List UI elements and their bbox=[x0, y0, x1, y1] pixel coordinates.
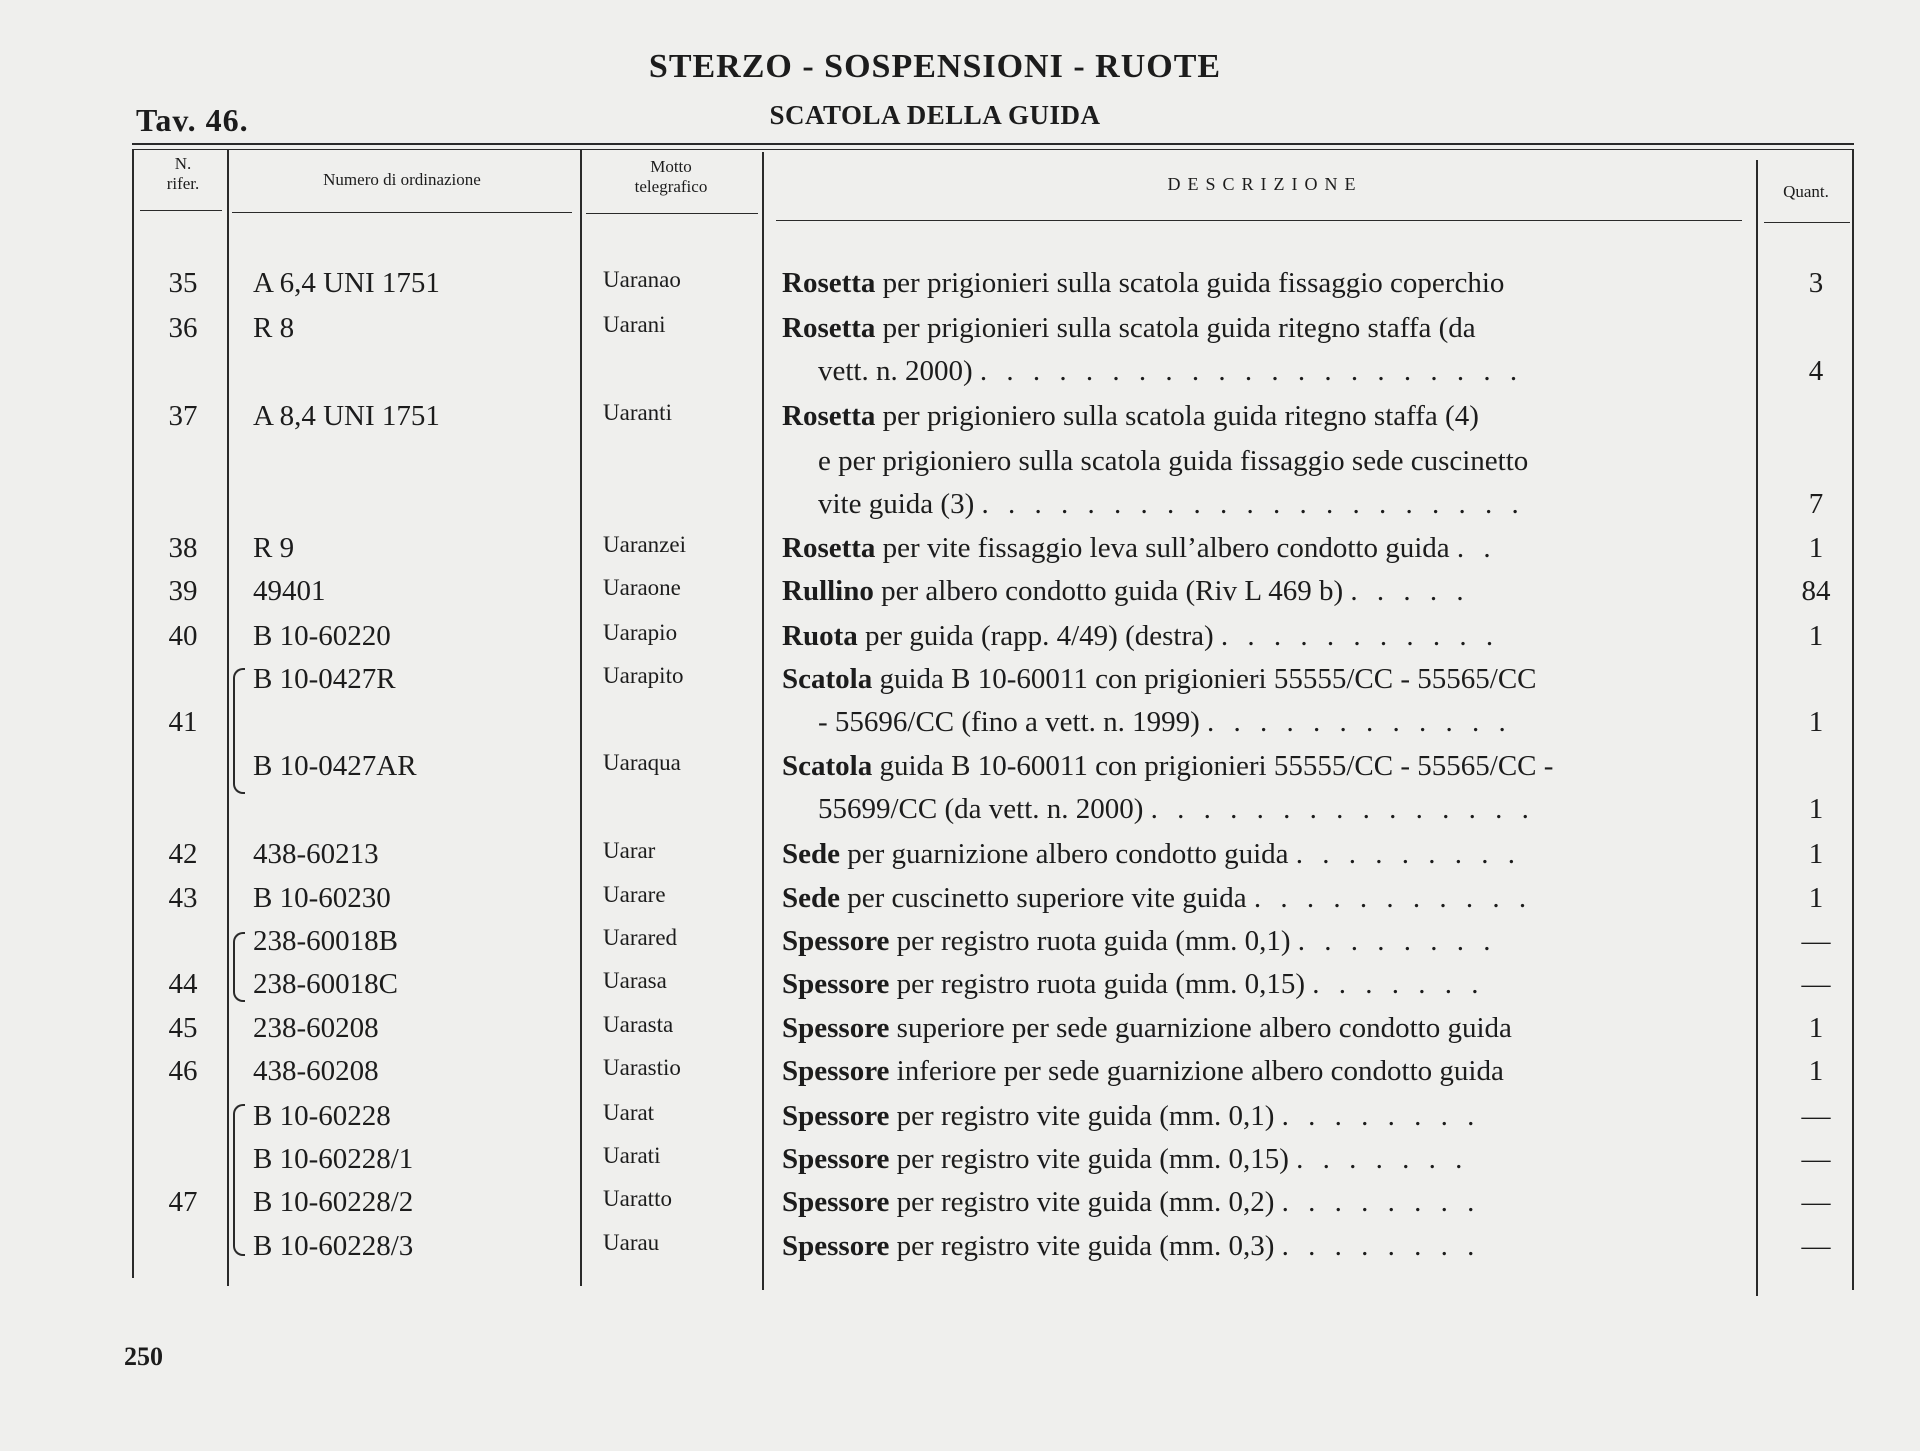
description bbox=[782, 1012, 1742, 1045]
order-number: A 6,4 UNI 1751 bbox=[253, 267, 440, 299]
telegraphic-code: Uarapio bbox=[603, 620, 678, 645]
order-number: 238-60018C bbox=[253, 968, 398, 1000]
order-number: B 10-60228/1 bbox=[253, 1143, 414, 1175]
description-text: vite guida (3) bbox=[818, 488, 975, 520]
table-number: Tav. 46. bbox=[136, 102, 249, 138]
description-text: per vite fissaggio leva sull’albero condotto guida bbox=[875, 532, 1450, 564]
leader-dots: . . . . . . . . . . . . . . . bbox=[1150, 793, 1535, 825]
part-name: Rosetta bbox=[782, 267, 876, 299]
part-name: Scatola bbox=[782, 750, 873, 782]
description bbox=[782, 532, 1742, 565]
part-name: Spessore bbox=[782, 1100, 890, 1132]
leader-dots: . . . . . bbox=[1350, 575, 1470, 607]
header-rule-ref bbox=[140, 210, 222, 211]
quantity: 4 bbox=[1808, 355, 1824, 387]
leader-dots: . . . . . . . . . . . bbox=[1220, 620, 1500, 652]
part-name: Rosetta bbox=[782, 400, 876, 432]
quantity: 1 bbox=[1808, 532, 1824, 564]
telegraphic-code: Uarati bbox=[603, 1143, 661, 1168]
quantity: 1 bbox=[1808, 706, 1824, 738]
quantity: — bbox=[1801, 1100, 1831, 1132]
order-number: A 8,4 UNI 1751 bbox=[253, 400, 440, 432]
order-number: B 10-0427R bbox=[253, 663, 396, 695]
description bbox=[818, 706, 1778, 739]
ref-number: 38 bbox=[168, 532, 198, 564]
telegraphic-code: Uarasa bbox=[603, 968, 667, 993]
telegraphic-code: Uaraqua bbox=[603, 750, 681, 775]
part-name: Scatola bbox=[782, 663, 873, 695]
telegraphic-code: Uarapito bbox=[603, 663, 684, 688]
part-name: Spessore bbox=[782, 968, 890, 1000]
leader-dots: . . . . . . . . . bbox=[1295, 838, 1522, 870]
leader-dots: . . . . . . . . . . . . bbox=[1207, 706, 1512, 738]
header-rule-qty bbox=[1764, 222, 1850, 223]
order-number: R 9 bbox=[253, 532, 295, 564]
description bbox=[782, 1055, 1742, 1088]
description-text: guida B 10-60011 con prigionieri 55555/CC - 55565/CC bbox=[872, 663, 1537, 695]
quantity: — bbox=[1801, 968, 1831, 1000]
part-name: Spessore bbox=[782, 1012, 890, 1044]
ref-number: 45 bbox=[168, 1012, 198, 1044]
description bbox=[782, 663, 1742, 696]
order-number: B 10-60230 bbox=[253, 882, 391, 914]
part-name: Spessore bbox=[782, 1230, 890, 1262]
telegraphic-code: Uarat bbox=[603, 1100, 655, 1125]
telegraphic-code: Uaratto bbox=[603, 1186, 672, 1211]
quantity: 1 bbox=[1808, 1055, 1824, 1087]
col-header-motto: Motto telegrafico bbox=[634, 157, 708, 196]
ref-number: 37 bbox=[168, 400, 198, 432]
quantity: 1 bbox=[1808, 838, 1824, 870]
ref-number: 43 bbox=[168, 882, 198, 914]
leader-dots: . . . . . . . . . . . bbox=[1253, 882, 1533, 914]
col-header-quantity: Quant. bbox=[1783, 182, 1829, 201]
telegraphic-code: Uarani bbox=[603, 312, 666, 337]
part-name: Spessore bbox=[782, 1186, 890, 1218]
telegraphic-code: Uaranao bbox=[603, 267, 681, 292]
description-text: inferiore per sede guarnizione albero condotto guida bbox=[889, 1055, 1504, 1087]
quantity: 1 bbox=[1808, 882, 1824, 914]
order-number: 438-60208 bbox=[253, 1055, 379, 1087]
description-text: per cuscinetto superiore vite guida bbox=[840, 882, 1247, 914]
description-text: vett. n. 2000) bbox=[818, 355, 973, 387]
description bbox=[782, 312, 1742, 345]
description bbox=[782, 1230, 1742, 1263]
description-text: per guarnizione albero condotto guida bbox=[840, 838, 1289, 870]
leader-dots: . . . . . . . . . . . . . . . . . . . . . bbox=[981, 488, 1525, 520]
part-name: Ruota bbox=[782, 620, 858, 652]
order-number: 238-60208 bbox=[253, 1012, 379, 1044]
order-number: B 10-60220 bbox=[253, 620, 391, 652]
brace-41 bbox=[233, 668, 245, 794]
top-rule-inner bbox=[132, 149, 1854, 150]
description bbox=[782, 750, 1742, 783]
description bbox=[782, 620, 1742, 653]
part-name: Rosetta bbox=[782, 312, 876, 344]
order-number: 438-60213 bbox=[253, 838, 379, 870]
description-text: per registro vite guida (mm. 0,1) bbox=[889, 1100, 1275, 1132]
order-number: B 10-60228/3 bbox=[253, 1230, 414, 1262]
description bbox=[818, 355, 1778, 388]
quantity: 3 bbox=[1808, 267, 1824, 299]
order-number: 49401 bbox=[253, 575, 326, 607]
top-rule bbox=[132, 143, 1854, 145]
description-text: per registro vite guida (mm. 0,2) bbox=[889, 1186, 1275, 1218]
description-text: 55699/CC (da vett. n. 2000) bbox=[818, 793, 1144, 825]
description-text: per registro ruota guida (mm. 0,1) bbox=[889, 925, 1291, 957]
quantity: — bbox=[1801, 925, 1831, 957]
leader-dots: . . . . . . . . bbox=[1281, 1186, 1481, 1218]
leader-dots: . . . . . . . . . . . . . . . . . . . . . bbox=[979, 355, 1524, 387]
telegraphic-code: Uarau bbox=[603, 1230, 660, 1255]
quantity: — bbox=[1801, 1143, 1831, 1175]
description bbox=[782, 575, 1742, 608]
quantity: — bbox=[1801, 1230, 1831, 1262]
order-number: B 10-60228/2 bbox=[253, 1186, 414, 1218]
header-rule-motto bbox=[586, 213, 758, 214]
description bbox=[782, 882, 1742, 915]
order-number: R 8 bbox=[253, 312, 295, 344]
leader-dots: . . . . . . . . bbox=[1281, 1230, 1481, 1262]
ref-number: 46 bbox=[168, 1055, 198, 1087]
col-line-order bbox=[580, 150, 582, 1286]
quantity: 84 bbox=[1801, 575, 1831, 607]
description-text: e per prigioniero sulla scatola guida fissaggio sede cuscinetto bbox=[818, 445, 1529, 477]
quantity: 1 bbox=[1808, 620, 1824, 652]
header-rule-desc bbox=[776, 220, 1742, 221]
page-number: 250 bbox=[124, 1342, 163, 1371]
description-text: per prigionieri sulla scatola guida fissaggio coperchio bbox=[875, 267, 1505, 299]
description-text: per prigioniero sulla scatola guida ritegno staffa (4) bbox=[875, 400, 1479, 432]
description bbox=[782, 1186, 1742, 1219]
page-subtitle: SCATOLA DELLA GUIDA bbox=[769, 100, 1101, 130]
description bbox=[818, 445, 1778, 478]
description-text: per prigionieri sulla scatola guida ritegno staffa (da bbox=[875, 312, 1476, 344]
telegraphic-code: Uarasta bbox=[603, 1012, 674, 1037]
quantity: 1 bbox=[1808, 1012, 1824, 1044]
part-name: Sede bbox=[782, 838, 840, 870]
col-header-description: DESCRIZIONE bbox=[1167, 174, 1363, 194]
quantity: 7 bbox=[1808, 488, 1824, 520]
ref-number: 39 bbox=[168, 575, 198, 607]
leader-dots: . . . . . . . bbox=[1296, 1143, 1469, 1175]
col-line-motto bbox=[762, 152, 764, 1290]
leader-dots: . . . . . . . . bbox=[1297, 925, 1497, 957]
ref-number: 42 bbox=[168, 838, 198, 870]
col-line-ref bbox=[227, 150, 229, 1286]
ref-number: 35 bbox=[168, 267, 198, 299]
description-text: superiore per sede guarnizione albero condotto guida bbox=[889, 1012, 1512, 1044]
description-text: per albero condotto guida (Riv L 469 b) bbox=[873, 575, 1344, 607]
description bbox=[782, 925, 1742, 958]
telegraphic-code: Uarastio bbox=[603, 1055, 681, 1080]
leader-dots: . . bbox=[1456, 532, 1497, 564]
leader-dots: . . . . . . . bbox=[1312, 968, 1485, 1000]
col-header-order: Numero di ordinazione bbox=[323, 170, 481, 189]
ref-number: 44 bbox=[168, 968, 198, 1000]
ref-number: 41 bbox=[168, 706, 198, 738]
description bbox=[782, 400, 1742, 433]
telegraphic-code: Uarare bbox=[603, 882, 666, 907]
telegraphic-code: Uarared bbox=[603, 925, 678, 950]
part-name: Rosetta bbox=[782, 532, 876, 564]
description-text: guida B 10-60011 con prigionieri 55555/CC - 55565/CC - bbox=[872, 750, 1554, 782]
order-number: B 10-0427AR bbox=[253, 750, 417, 782]
order-number: B 10-60228 bbox=[253, 1100, 391, 1132]
brace-44 bbox=[233, 932, 245, 1002]
description-text: per guida (rapp. 4/49) (destra) bbox=[857, 620, 1214, 652]
description-text: per registro vite guida (mm. 0,15) bbox=[889, 1143, 1289, 1175]
col-header-ref: N. rifer. bbox=[166, 154, 200, 193]
telegraphic-code: Uaranti bbox=[603, 400, 672, 425]
quantity: — bbox=[1801, 1186, 1831, 1218]
ref-number: 47 bbox=[168, 1186, 198, 1218]
part-name: Spessore bbox=[782, 925, 890, 957]
description bbox=[782, 267, 1742, 300]
order-number: 238-60018B bbox=[253, 925, 398, 957]
header-rule-order bbox=[232, 212, 572, 213]
description bbox=[782, 968, 1742, 1001]
page-title: STERZO - SOSPENSIONI - RUOTE bbox=[648, 48, 1222, 85]
description-text: per registro ruota guida (mm. 0,15) bbox=[889, 968, 1305, 1000]
ref-number: 36 bbox=[168, 312, 198, 344]
leader-dots: . . . . . . . . bbox=[1281, 1100, 1481, 1132]
description bbox=[818, 793, 1778, 826]
ref-number: 40 bbox=[168, 620, 198, 652]
telegraphic-code: Uaranzei bbox=[603, 532, 686, 557]
description bbox=[782, 838, 1742, 871]
telegraphic-code: Uaraone bbox=[603, 575, 681, 600]
brace-47 bbox=[233, 1104, 245, 1256]
part-name: Rullino bbox=[782, 575, 874, 607]
telegraphic-code: Uarar bbox=[603, 838, 656, 863]
col-line-left bbox=[132, 150, 134, 1278]
description bbox=[818, 488, 1778, 521]
description-text: - 55696/CC (fino a vett. n. 1999) bbox=[818, 706, 1200, 738]
part-name: Spessore bbox=[782, 1143, 890, 1175]
part-name: Sede bbox=[782, 882, 840, 914]
description-text: per registro vite guida (mm. 0,3) bbox=[889, 1230, 1275, 1262]
description bbox=[782, 1143, 1742, 1176]
description bbox=[782, 1100, 1742, 1133]
part-name: Spessore bbox=[782, 1055, 890, 1087]
quantity: 1 bbox=[1808, 793, 1824, 825]
